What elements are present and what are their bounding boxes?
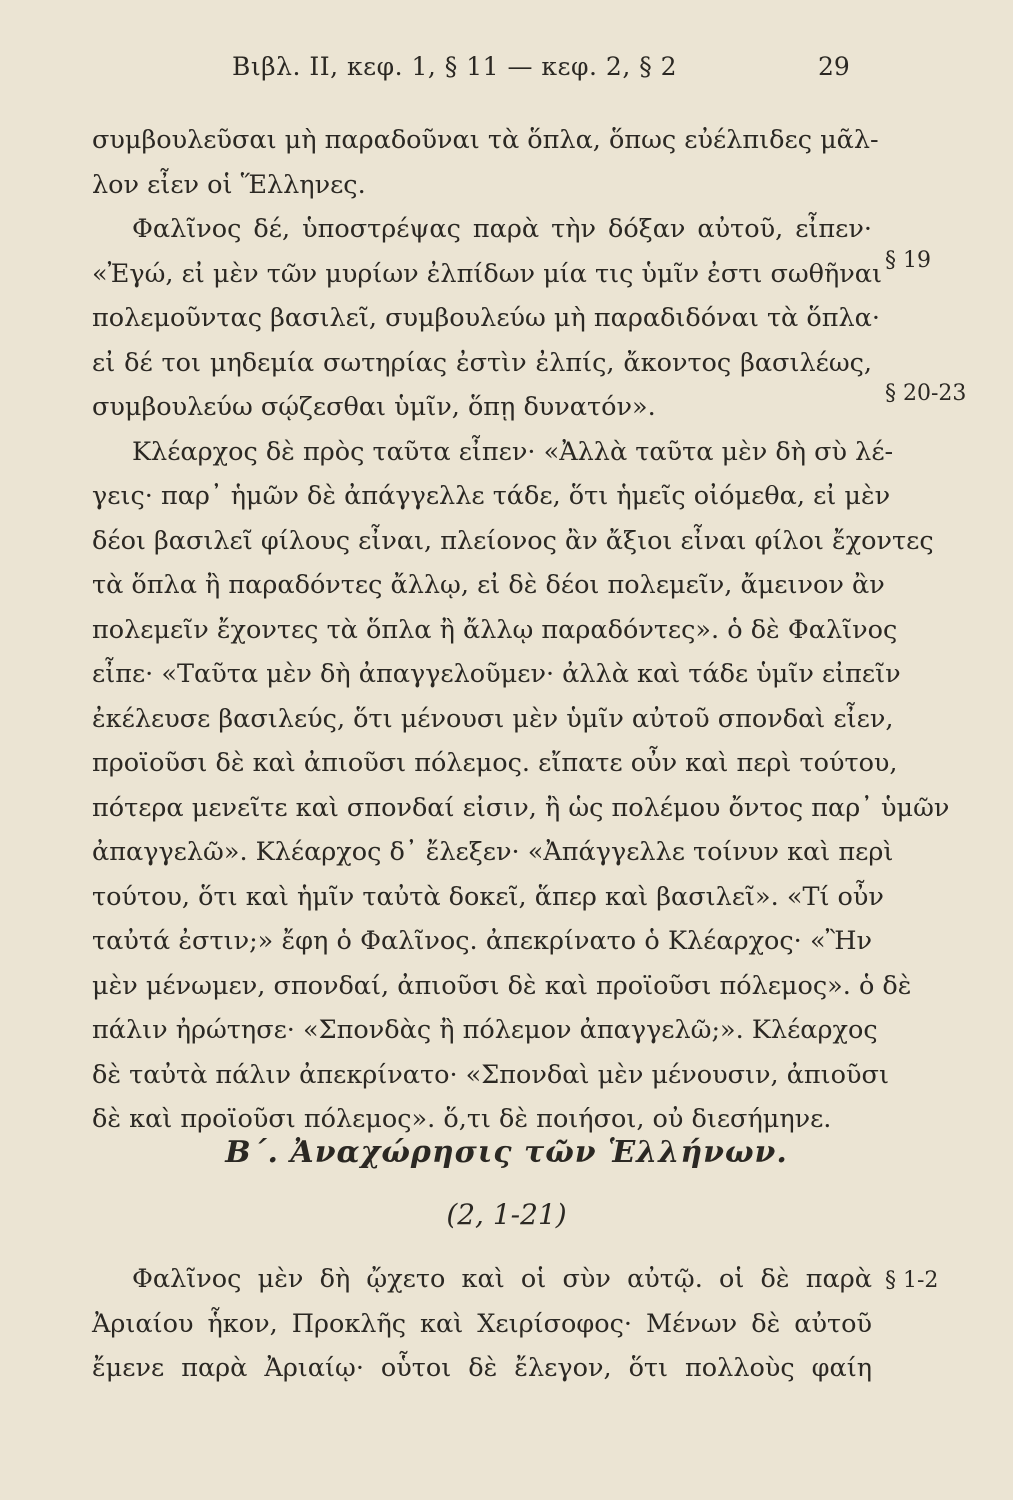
text-line: πολεμεῖν ἔχοντες τὰ ὅπλα ἢ ἄλλῳ παραδόντες». ὁ δὲ Φαλῖνος (92, 614, 898, 645)
margin-reference: § 19 (885, 248, 931, 273)
text-line: πάλιν ἠρώτησε· «Σπονδὰς ἢ πόλεμον ἀπαγγελῶ;». Κλέαρχος (92, 1015, 878, 1045)
text-line: μὲν μένωμεν, σπονδαί, ἀπιοῦσι δὲ καὶ προϊοῦσι πόλεμος». ὁ δὲ (92, 970, 912, 1001)
text-line: γεις· παρ᾽ ἡμῶν δὲ ἀπάγγελλε τάδε, ὅτι ἡμεῖς οἰόμεθα, εἰ μὲν (92, 481, 891, 511)
text-line: εἶπε· «Ταῦτα μὲν δὴ ἀπαγγελοῦμεν· ἀλλὰ καὶ τάδε ὑμῖν εἰπεῖν (92, 659, 901, 689)
text-line: ἔμενε παρὰ Ἀριαίῳ· οὗτοι δὲ ἔλεγον, ὅτι πολλοὺς φαίη (92, 1353, 872, 1383)
section-subtitle: (2, 1-21) (446, 1198, 567, 1231)
page-number: 29 (818, 52, 850, 81)
text-line: τούτου, ὅτι καὶ ἡμῖν ταὐτὰ δοκεῖ, ἅπερ καὶ βασιλεῖ». «Τί οὖν (92, 881, 884, 912)
text-line: Φαλῖνος μὲν δὴ ᾤχετο καὶ οἱ σὺν αὐτῷ. οἱ δὲ παρὰ (132, 1264, 872, 1294)
text-line: δὲ καὶ προϊοῦσι πόλεμος». ὅ,τι δὲ ποιήσοι, οὐ διεσήμηνε. (92, 1104, 832, 1134)
text-line: «Ἐγώ, εἰ μὲν τῶν μυρίων ἐλπίδων μία τις ὑμῖν ἐστι σωθῆναι (92, 258, 883, 289)
page-header (0, 52, 1013, 92)
margin-reference: § 20-23 (885, 381, 967, 406)
text-line: ἐκέλευσε βασιλεύς, ὅτι μένουσι μὲν ὑμῖν αὐτοῦ σπονδαὶ εἶεν, (92, 703, 894, 734)
text-line: Κλέαρχος δὲ πρὸς ταῦτα εἶπεν· «Ἀλλὰ ταῦτα μὲν δὴ σὺ λέ- (132, 436, 894, 467)
text-line: ἀπαγγελῶ». Κλέαρχος δ᾽ ἔλεξεν· «Ἀπάγγελλε τοίνυν καὶ περὶ (92, 837, 894, 867)
text-line: συμβουλεῦσαι μὴ παραδοῦναι τὰ ὅπλα, ὅπως εὐέλπιδες μᾶλ- (92, 125, 879, 155)
text-line: τὰ ὅπλα ἢ παραδόντες ἄλλῳ, εἰ δὲ δέοι πολεμεῖν, ἄμεινον ἂν (92, 570, 885, 600)
text-line: εἰ δέ τοι μηδεμία σωτηρίας ἐστὶν ἐλπίς, ἄκοντος βασιλέως, (92, 347, 872, 378)
text-line: συμβουλεύω σῴζεσθαι ὑμῖν, ὅπῃ δυνατόν». (92, 392, 656, 422)
text-line: ταὐτά ἐστιν;» ἔφη ὁ Φαλῖνος. ἀπεκρίνατο ὁ Κλέαρχος· «Ἢν (92, 926, 872, 956)
text-line: δὲ ταὐτὰ πάλιν ἀπεκρίνατο· «Σπονδαὶ μὲν μένουσιν, ἀπιοῦσι (92, 1059, 889, 1090)
text-line: Φαλῖνος δέ, ὑποστρέψας παρὰ τὴν δόξαν αὐτοῦ, εἶπεν· (132, 214, 872, 244)
text-line: πολεμοῦντας βασιλεῖ, συμβουλεύω μὴ παραδιδόναι τὰ ὅπλα· (92, 303, 880, 333)
margin-reference: § 1-2 (885, 1268, 939, 1293)
text-line: προϊοῦσι δὲ καὶ ἀπιοῦσι πόλεμος. εἴπατε οὖν καὶ περὶ τούτου, (92, 748, 898, 778)
text-line: δέοι βασιλεῖ φίλους εἶναι, πλείονος ἂν ἄξιοι εἶναι φίλοι ἔχοντες (92, 525, 934, 556)
text-line: λον εἶεν οἱ Ἕλληνες. (92, 169, 366, 200)
running-head: Βιβλ. ΙΙ, κεφ. 1, § 11 — κεφ. 2, § 2 (232, 52, 678, 81)
section-title: Β΄. Ἀναχώρησις τῶν Ἑλλήνων. (225, 1135, 788, 1170)
section-text (92, 1257, 872, 1391)
text-line: Ἀριαίου ἧκον, Προκλῆς καὶ Χειρίσοφος· Μένων δὲ αὐτοῦ (92, 1308, 872, 1339)
text-line: πότερα μενεῖτε καὶ σπονδαί εἰσιν, ἢ ὡς πολέμου ὄντος παρ᾽ ὑμῶν (92, 792, 950, 823)
